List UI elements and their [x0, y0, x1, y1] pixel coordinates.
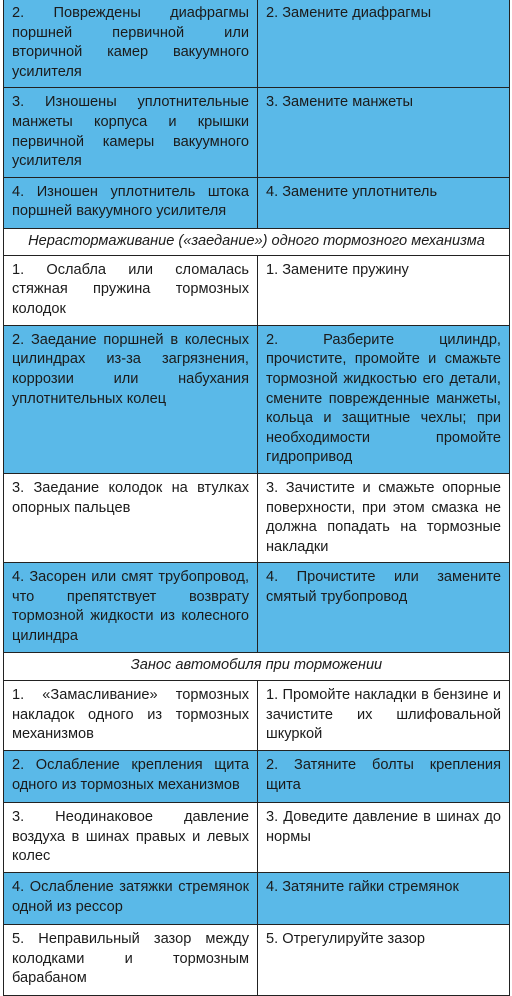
cause-cell: 3. Изношены уплотнительные манжеты корпуса и крышки первичной камеры вакуумного усилителя	[4, 88, 258, 177]
cause-cell: 3. Заедание колодок на втулках опорных пальцев	[4, 473, 258, 562]
table-row	[4, 873, 510, 925]
table-row	[4, 177, 510, 228]
troubleshooting-table	[3, 0, 510, 996]
table-row	[4, 0, 510, 88]
remedy-cell: 2. Затяните болты крепления щита	[258, 751, 510, 803]
table-row	[4, 255, 510, 325]
table-row	[4, 473, 510, 562]
section-heading: Нерастормаживание («заедание») одного тормозного механизма	[4, 228, 510, 255]
remedy-cell: 1. Промойте накладки в бензине и зачистите их шлифовальной шкуркой	[258, 681, 510, 751]
cause-cell: 4. Засорен или смят трубопровод, что препятствует возврату тормозной жидкости из колесного цилиндра	[4, 563, 258, 653]
remedy-cell: 4. Затяните гайки стремянок	[258, 873, 510, 925]
section-heading-row	[4, 653, 510, 681]
cause-cell: 2. Ослабление крепления щита одного из тормозных механизмов	[4, 751, 258, 803]
cause-cell: 4. Изношен уплотнитель штока поршней вакуумного усилителя	[4, 177, 258, 228]
table-row	[4, 803, 510, 873]
section-heading-row	[4, 228, 510, 255]
remedy-cell: 2. Замените диафрагмы	[258, 0, 510, 88]
cause-cell: 2. Заедание поршней в колесных цилиндрах из-за загрязнения, коррозии или набухания уплотнительных колец	[4, 325, 258, 473]
remedy-cell: 4. Замените уплотнитель	[258, 177, 510, 228]
cause-cell: 1. Ослабла или сломалась стяжная пружина тормозных колодок	[4, 255, 258, 325]
cause-cell: 2. Повреждены диафрагмы поршней первичной или вторичной камер вакуумного усилителя	[4, 0, 258, 88]
remedy-cell: 2. Разберите цилиндр, прочистите, промойте и смажьте тормозной жидкостью его детали, смените поврежденные манжеты, кольца и защитные чехлы; при необходимости промойте гидропривод	[258, 325, 510, 473]
table-row	[4, 563, 510, 653]
table-row	[4, 751, 510, 803]
table-row	[4, 925, 510, 996]
remedy-cell: 3. Доведите давление в шинах до нормы	[258, 803, 510, 873]
remedy-cell: 5. Отрегулируйте зазор	[258, 925, 510, 996]
table-row	[4, 681, 510, 751]
section-heading: Занос автомобиля при торможении	[4, 653, 510, 681]
remedy-cell: 1. Замените пружину	[258, 255, 510, 325]
cause-cell: 1. «Замасливание» тормозных накладок одного из тормозных механизмов	[4, 681, 258, 751]
table-row	[4, 88, 510, 177]
cause-cell: 4. Ослабление затяжки стремянок одной из рессор	[4, 873, 258, 925]
remedy-cell: 3. Замените манжеты	[258, 88, 510, 177]
cause-cell: 5. Неправильный зазор между колодками и тормозным барабаном	[4, 925, 258, 996]
cause-cell: 3. Неодинаковое давление воздуха в шинах правых и левых колес	[4, 803, 258, 873]
remedy-cell: 3. Зачистите и смажьте опорные поверхности, при этом смазка не должна попадать на тормозные накладки	[258, 473, 510, 562]
table-row	[4, 325, 510, 473]
remedy-cell: 4. Прочистите или замените смятый трубопровод	[258, 563, 510, 653]
